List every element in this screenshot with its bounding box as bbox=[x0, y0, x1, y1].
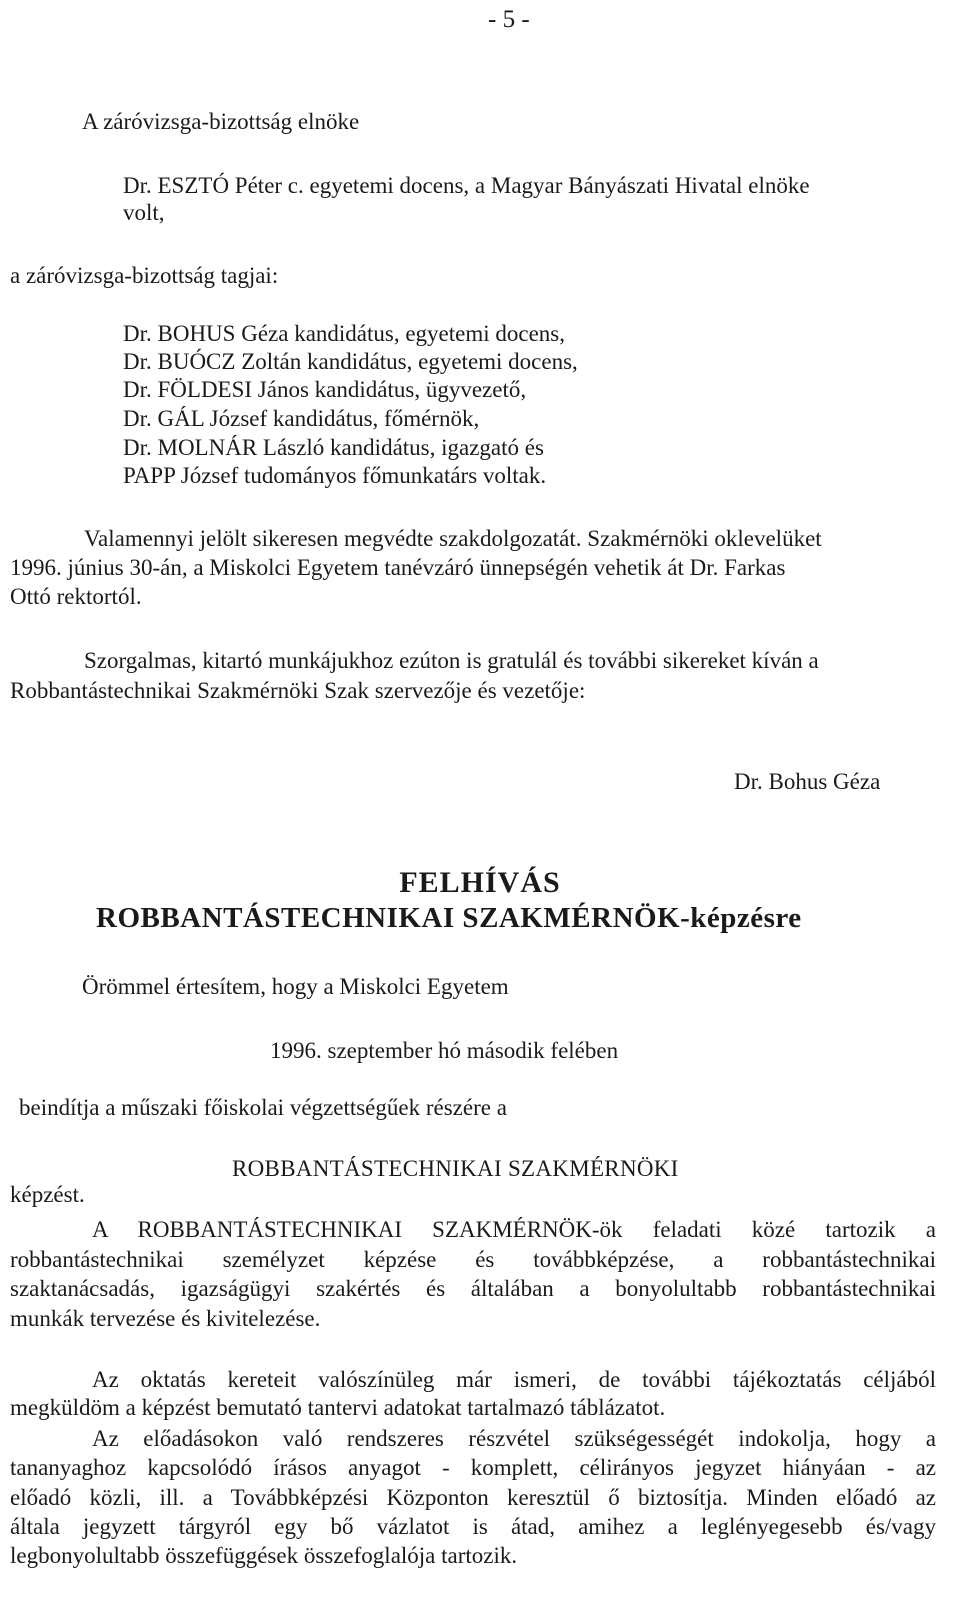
committee-member: Dr. MOLNÁR László kandidátus, igazgató és bbox=[123, 435, 544, 460]
attendance-paragraph-line: tananyaghoz kapcsolódó írásos anyagot - komplett, célirányos jegyzet hiányáan - az bbox=[10, 1455, 936, 1480]
announcement-title: FELHÍVÁS bbox=[399, 866, 561, 899]
attendance-paragraph-line: általa jegyzett tárgyról egy bő vázlatot is átad, amihez a leglényegesebb és/vagy bbox=[10, 1514, 936, 1539]
graduation-paragraph-line: Valamennyi jelölt sikeresen megvédte szakdolgozatát. Szakmérnöki oklevelüket bbox=[84, 526, 822, 551]
committee-member: Dr. BOHUS Géza kandidátus, egyetemi docens, bbox=[123, 321, 566, 346]
info-paragraph-line: megküldöm a képzést bemutató tantervi adatokat tartalmazó táblázatot. bbox=[10, 1395, 666, 1420]
announcement-program-suffix: képzést. bbox=[10, 1182, 85, 1207]
committee-members-heading: a záróvizsga-bizottság tagjai: bbox=[10, 263, 279, 288]
congrats-paragraph-line: Szorgalmas, kitartó munkájukhoz ezúton is gratulál és további sikereket kíván a bbox=[84, 648, 819, 673]
tasks-paragraph-line: szaktanácsadás, igazságügyi szakértés és általában a bonyolultabb robbantástechnikai bbox=[10, 1276, 936, 1301]
committee-member: Dr. BUÓCZ Zoltán kandidátus, egyetemi docens, bbox=[123, 349, 578, 374]
committee-chair-heading: A záróvizsga-bizottság elnöke bbox=[82, 109, 360, 134]
announcement-date: 1996. szeptember hó második felében bbox=[270, 1038, 619, 1063]
tasks-paragraph-line: A ROBBANTÁSTECHNIKAI SZAKMÉRNÖK-ök feladati közé tartozik a bbox=[92, 1217, 936, 1242]
committee-chair-line: Dr. ESZTÓ Péter c. egyetemi docens, a Magyar Bányászati Hivatal elnöke bbox=[123, 173, 810, 198]
info-paragraph-line: Az oktatás kereteit valószínüleg már ismeri, de további tájékoztatás céljából bbox=[92, 1367, 936, 1392]
attendance-paragraph-line: Az előadásokon való rendszeres részvétel szükségességét indokolja, hogy a bbox=[92, 1426, 936, 1451]
announcement-subtitle: ROBBANTÁSTECHNIKAI SZAKMÉRNÖK-képzésre bbox=[96, 902, 802, 934]
page-number: - 5 - bbox=[488, 6, 530, 33]
tasks-paragraph-line: robbantástechnikai személyzet képzése és továbbképzése, a robbantástechnikai bbox=[10, 1247, 936, 1272]
signature: Dr. Bohus Géza bbox=[734, 769, 881, 794]
committee-member: PAPP József tudományos főmunkatárs voltak. bbox=[123, 463, 547, 488]
congrats-paragraph-line: Robbantástechnikai Szakmérnöki Szak szervezője és vezetője: bbox=[10, 678, 586, 703]
committee-member: Dr. FÖLDESI János kandidátus, ügyvezető, bbox=[123, 377, 527, 402]
attendance-paragraph-line: legbonyolultabb összefüggések összefoglalója tartozik. bbox=[10, 1543, 518, 1568]
attendance-paragraph-line: előadó közli, ill. a Továbbképzési Központon keresztül ő biztosítja. Minden előadó az bbox=[10, 1485, 936, 1510]
graduation-paragraph-line: Ottó rektortól. bbox=[10, 584, 142, 609]
committee-chair-line: volt, bbox=[123, 200, 165, 225]
announcement-program: ROBBANTÁSTECHNIKAI SZAKMÉRNÖKI bbox=[232, 1156, 679, 1181]
announcement-intro: Örömmel értesítem, hogy a Miskolci Egyetem bbox=[82, 974, 509, 999]
committee-member: Dr. GÁL József kandidátus, főmérnök, bbox=[123, 406, 480, 431]
tasks-paragraph-line: munkák tervezése és kivitelezése. bbox=[10, 1306, 321, 1331]
graduation-paragraph-line: 1996. június 30-án, a Miskolci Egyetem tanévzáró ünnepségén vehetik át Dr. Farkas bbox=[10, 555, 786, 580]
announcement-launch: beindítja a műszaki főiskolai végzettségűek részére a bbox=[19, 1095, 507, 1120]
